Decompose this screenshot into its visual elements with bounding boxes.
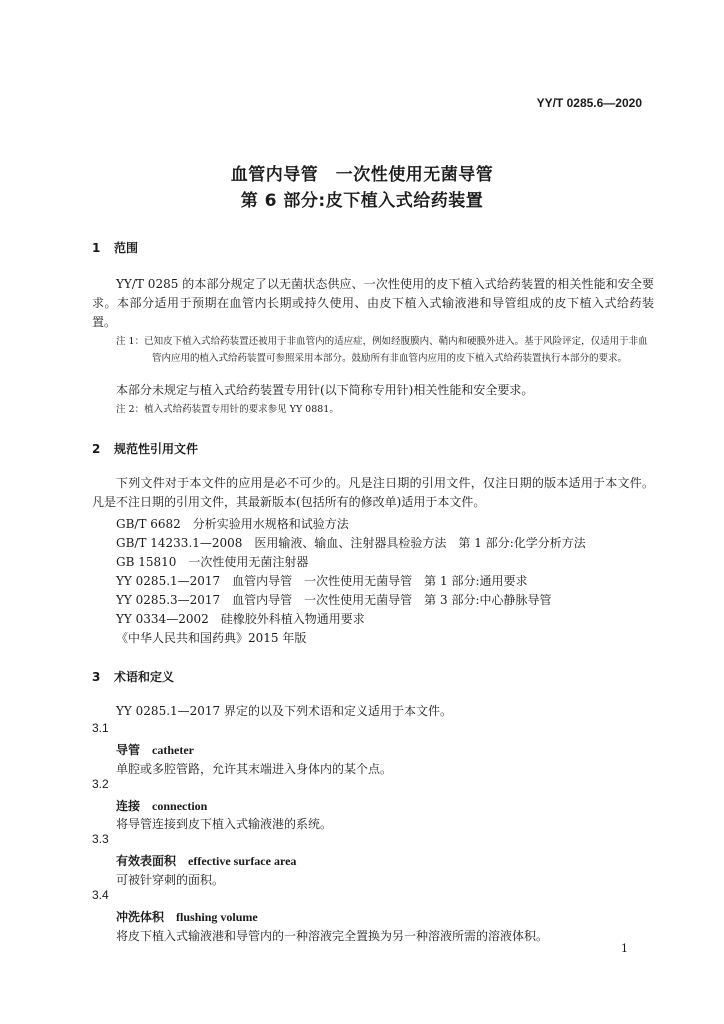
section-title: 规范性引用文件 [114, 442, 199, 456]
term-en: flushing volume [176, 910, 258, 924]
reference-item: YY 0334—2002 硅橡胶外科植入物通用要求 [116, 612, 365, 626]
reference-item: GB/T 14233.1—2008 医用输液、输血、注射器具检验方法 第 1 部分:化学分析方法 [116, 536, 586, 550]
term-number: 3.3 [92, 832, 109, 846]
title-line-1: 血管内导管 一次性使用无菌导管 [230, 165, 494, 185]
term-heading [116, 741, 194, 758]
term-heading [116, 797, 207, 814]
section-3-intro: YY 0285.1—2017 界定的以及下列术语和定义适用于本文件。 [116, 704, 453, 718]
term-zh: 导管 [116, 743, 141, 757]
section-number: 3 [92, 670, 101, 684]
title-line-2: 第 6 部分:皮下植入式给药装置 [240, 191, 484, 211]
section-number: 1 [92, 241, 101, 255]
section-2-heading [92, 440, 198, 457]
term-zh: 连接 [116, 799, 141, 813]
term-heading [116, 852, 296, 869]
note-1 [116, 333, 656, 367]
term-zh: 有效表面积 [116, 854, 177, 868]
reference-item: YY 0285.1—2017 血管内导管 一次性使用无菌导管 第 1 部分:通用要求 [116, 574, 528, 588]
term-definition: 将导管连接到皮下植入式输液港的系统。 [116, 817, 333, 831]
reference-item: 《中华人民共和国药典》2015 年版 [116, 631, 307, 645]
term-definition: 可被针穿刺的面积。 [116, 873, 225, 887]
section-1-heading [92, 239, 138, 256]
page-number: 1 [621, 942, 628, 955]
term-heading [116, 908, 258, 925]
section-title: 范围 [114, 241, 139, 255]
term-en: connection [152, 799, 208, 813]
reference-item: GB/T 6682 分析实验用水规格和试验方法 [116, 517, 349, 531]
term-definition: 将皮下植入式输液港和导管内的一种溶液完全置换为另一种溶液所需的溶液体积。 [116, 929, 549, 943]
reference-item: GB 15810 一次性使用无菌注射器 [116, 555, 309, 569]
standard-code: YY/T 0285.6—2020 [536, 96, 642, 110]
term-number: 3.1 [92, 721, 109, 735]
section-number: 2 [92, 442, 101, 456]
section-3-heading [92, 668, 174, 685]
term-number: 3.4 [92, 888, 109, 902]
section-2-paragraph: 下列文件对于本文件的应用是必不可少的。凡是注日期的引用文件，仅注日期的版本适用于本文件。凡是不注日期的引用文件，其最新版本(包括所有的修改单)适用于本文件。 [92, 476, 654, 509]
term-number: 3.2 [92, 777, 109, 791]
term-en: catheter [152, 743, 194, 757]
term-en: effective surface area [188, 854, 297, 868]
term-definition: 单腔或多腔管路，允许其末端进入身体内的某个点。 [116, 762, 393, 776]
term-zh: 冲洗体积 [116, 910, 165, 924]
reference-item: YY 0285.3—2017 血管内导管 一次性使用无菌导管 第 3 部分:中心静脉导管 [116, 593, 552, 607]
section-1-paragraph: YY/T 0285 的本部分规定了以无菌状态供应、一次性使用的皮下植入式给药装置的相关性能和安全要求。本部分适用于预期在血管内长期或持久使用、由皮下植入式输液港和导管组成的皮下植入式给药装置。 [92, 277, 654, 329]
section-title: 术语和定义 [114, 670, 175, 684]
section-1-paragraph-2: 本部分未规定与植入式给药装置专用针(以下简称专用针)相关性能和安全要求。 [116, 383, 534, 397]
note-1-text: 注 1：已知皮下植入式给药装置还被用于非血管内的适应症，例如经腹膜内、鞘内和硬膜外进入。基于风险评定，仅适用于非血管内应用的植入式给药装置可参照采用本部分。鼓励所有非血管内应用的皮下植入式给药装置执行本部分的要求。 [116, 336, 648, 364]
note-2: 注 2：植入式给药装置专用针的要求参见 YY 0881。 [116, 404, 339, 415]
